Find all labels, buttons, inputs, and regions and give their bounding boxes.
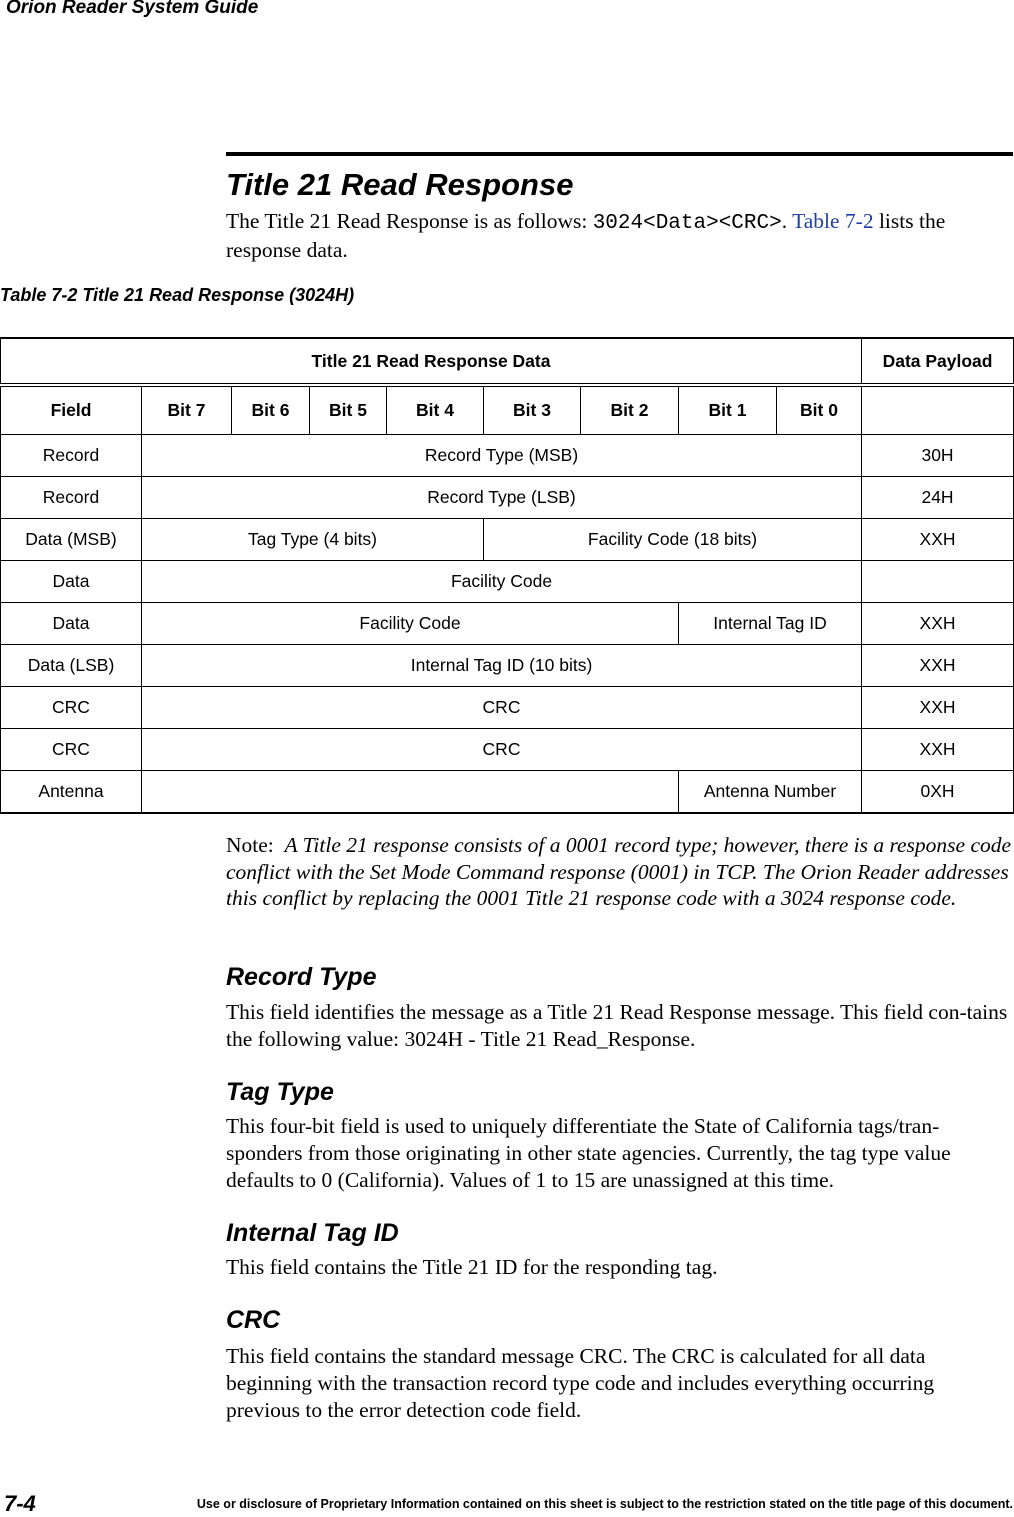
note-label: Note: [226, 833, 274, 857]
heading-crc: CRC [226, 1306, 281, 1334]
row-payload: XXH [862, 603, 1014, 645]
row-content: Record Type (LSB) [142, 477, 862, 519]
row-content-right: Facility Code (18 bits) [484, 519, 862, 561]
row-payload: 30H [862, 435, 1014, 477]
table-xref-link[interactable]: Table 7-2 [792, 209, 874, 233]
paragraph-crc: This field contains the standard message CRC. The CRC is calculated for all data beginning with the transaction record type code and includes everything occurring previous to the error detection code field. [226, 1344, 935, 1422]
paragraph-record-type: This field identifies the message as a Title 21 Read Response message. This field con-tains the following value: 3024H - Title 21 Read_Response. [226, 1000, 1008, 1051]
note-text: A Title 21 response consists of a 0001 record type; however, there is a response code conflict with the Set Mode Command response (0001) in TCP. The Orion Reader addresses this conflict by replacing the 0001 Title 21 response code with a 3024 response code. [226, 833, 1012, 910]
table-row [1, 645, 1014, 687]
footer-page-number: 7-4 [4, 1491, 36, 1516]
section-rule [226, 152, 1013, 156]
row-content: CRC [142, 729, 862, 771]
col-header-payload [862, 385, 1014, 435]
row-content: Record Type (MSB) [142, 435, 862, 477]
intro-mid: . [781, 209, 793, 233]
row-field: Record [1, 435, 142, 477]
col-header-bit1: Bit 1 [679, 385, 777, 435]
row-payload: 0XH [862, 771, 1014, 814]
col-header-field: Field [1, 385, 142, 435]
row-payload: 24H [862, 477, 1014, 519]
table-group-header-row [1, 338, 1014, 385]
row-field: CRC [1, 687, 142, 729]
group-header-payload: Data Payload [862, 338, 1014, 385]
row-content: Facility Code [142, 561, 862, 603]
row-content-right: Antenna Number [679, 771, 862, 814]
note-paragraph [226, 832, 1012, 912]
table-row [1, 519, 1014, 561]
row-content-left: Tag Type (4 bits) [142, 519, 484, 561]
row-content: CRC [142, 687, 862, 729]
section-title: Title 21 Read Response [226, 167, 574, 202]
col-header-bit6: Bit 6 [232, 385, 310, 435]
table-column-header-row [1, 385, 1014, 435]
response-data-table [0, 337, 1014, 814]
table-row [1, 729, 1014, 771]
table-row [1, 561, 1014, 603]
row-payload [862, 561, 1014, 603]
intro-code: 3024<Data><CRC> [592, 212, 782, 235]
intro-prefix: The Title 21 Read Response is as follows: [226, 209, 593, 233]
row-content: Internal Tag ID (10 bits) [142, 645, 862, 687]
col-header-bit2: Bit 2 [581, 385, 679, 435]
row-field: CRC [1, 729, 142, 771]
row-content-right: Internal Tag ID [679, 603, 862, 645]
row-field: Record [1, 477, 142, 519]
footer-proprietary-notice: Use or disclosure of Proprietary Information contained on this sheet is subject to the restriction stated on the title page of this document. [196, 1497, 1013, 1511]
row-field: Data [1, 603, 142, 645]
row-payload: XXH [862, 645, 1014, 687]
col-header-bit5: Bit 5 [310, 385, 387, 435]
col-header-bit0: Bit 0 [777, 385, 862, 435]
group-header-data: Title 21 Read Response Data [1, 338, 862, 385]
row-payload: XXH [862, 729, 1014, 771]
row-field: Data [1, 561, 142, 603]
table-row [1, 435, 1014, 477]
intro-paragraph [226, 208, 1012, 264]
row-field: Data (MSB) [1, 519, 142, 561]
heading-internal-tag-id: Internal Tag ID [226, 1219, 399, 1247]
row-content-left [142, 771, 679, 814]
paragraph-tag-type: This four-bit field is used to uniquely differentiate the State of California tags/tran-sponders from those originating in other state agencies. Currently, the tag type value defaults to 0 (California). Values of 1 to 15 are unassigned at this time. [226, 1114, 951, 1192]
row-field: Antenna [1, 771, 142, 814]
table-row [1, 687, 1014, 729]
running-header: Orion Reader System Guide [6, 0, 259, 18]
intro-suffix: lists the response data. [226, 209, 946, 262]
row-content-left: Facility Code [142, 603, 679, 645]
table-caption: Table 7-2 Title 21 Read Response (3024H) [0, 285, 355, 305]
row-payload: XXH [862, 519, 1014, 561]
col-header-bit7: Bit 7 [142, 385, 232, 435]
heading-tag-type: Tag Type [226, 1078, 334, 1106]
table-row [1, 603, 1014, 645]
col-header-bit4: Bit 4 [387, 385, 484, 435]
col-header-bit3: Bit 3 [484, 385, 581, 435]
row-field: Data (LSB) [1, 645, 142, 687]
row-payload: XXH [862, 687, 1014, 729]
table-row [1, 477, 1014, 519]
table-row [1, 771, 1014, 814]
heading-record-type: Record Type [226, 963, 377, 991]
paragraph-internal-tag-id: This field contains the Title 21 ID for the responding tag. [226, 1255, 718, 1279]
